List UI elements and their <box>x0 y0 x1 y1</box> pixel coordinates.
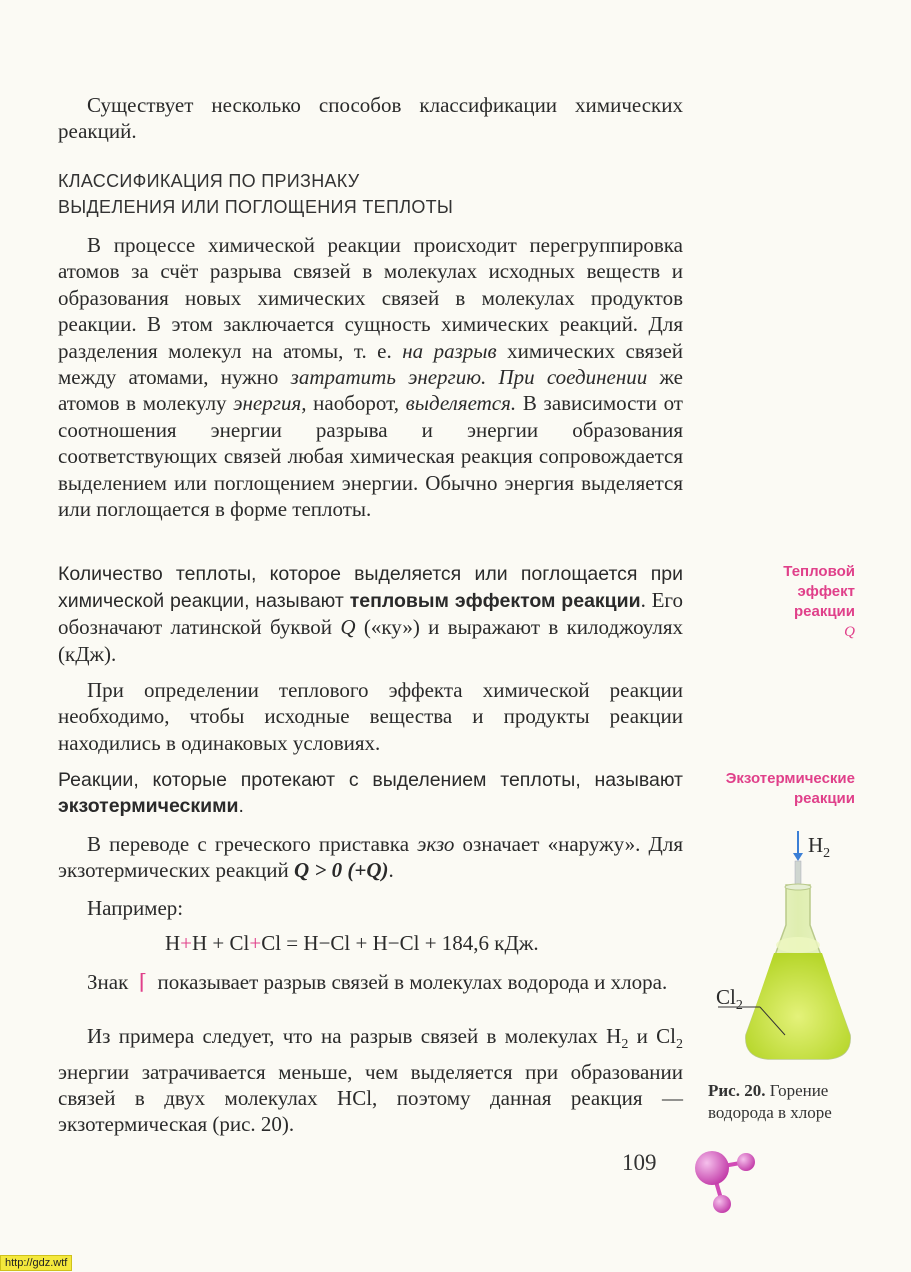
subscript: 2 <box>823 846 831 862</box>
margin-note-line: Тепловой <box>783 563 855 580</box>
paragraph-sign-meaning <box>58 969 683 995</box>
text-run: же атомов в молекулу <box>58 365 683 416</box>
margin-note-line: эффект <box>797 583 855 600</box>
heading-line-1: КЛАССИФИКАЦИЯ ПО ПРИЗНАКУ <box>58 171 360 191</box>
caption-text: Горение водорода в хлоре <box>708 1081 832 1122</box>
text-run: наоборот, <box>306 391 406 416</box>
bond-break-sign-icon: ⌈ <box>138 970 147 994</box>
label-text: Cl <box>716 985 736 1009</box>
equation-part: H + Cl <box>192 931 250 955</box>
flask-rim <box>785 884 811 890</box>
text-run: В переводе с греческого приставка <box>87 832 418 856</box>
h2-label <box>808 832 830 868</box>
italic-run: затратить энергию. При соединении <box>290 365 648 390</box>
text-run: означает «наружу». Для экзотермических реакций <box>58 832 683 883</box>
molecule-icon <box>686 1140 766 1220</box>
margin-note-line: реакции <box>793 603 855 620</box>
reaction-equation <box>165 930 539 956</box>
italic-run: Q <box>340 615 356 639</box>
example-label: Например: <box>87 896 184 920</box>
cl2-label <box>716 984 743 1020</box>
equation-part: Cl = H−Cl + H−Cl + 184,6 кДж. <box>261 931 539 955</box>
paragraph-conditions: При определении теплового эффекта химической реакции необходимо, чтобы исходные вещества и продукты реакции находились в одинаковых условиях. <box>58 678 683 755</box>
flask-illustration <box>700 825 880 1075</box>
label-text: H <box>808 833 824 857</box>
page-number: 109 <box>622 1150 657 1175</box>
text-run: В зависимости от соотношения энергии разрыва и энергии образования соответствующих связей любая химическая реакция сопровождается выделением или поглощением энергии. Обычно энергия выделяется или поглощается в форме теплоты. <box>58 391 683 522</box>
caption-label: Рис. 20. <box>708 1081 766 1100</box>
text-run: . Его обозначают латинской буквой <box>58 588 684 639</box>
text-run: . <box>238 795 244 817</box>
bond-break-mark: + <box>249 931 262 955</box>
chlorine-gas <box>746 953 850 1059</box>
text-run: . <box>388 858 394 883</box>
subscript: 2 <box>735 998 743 1014</box>
bold-term: экзотермическими <box>58 795 239 817</box>
text-run: энергии затрачивается меньше, чем выделяется при образовании связей в двух молекулах HCl, поэтому данная реакция — экзотермическая (рис. 20). <box>58 1059 683 1137</box>
watermark-link[interactable]: http://gdz.wtf <box>0 1255 72 1271</box>
paragraph-conclusion <box>58 1023 683 1138</box>
italic-run: выделяется. <box>405 391 517 416</box>
text-run: Количество теплоты, которое выделяется или поглощается при химической реакции, называют <box>58 563 683 612</box>
text-run: и Cl <box>628 1024 676 1048</box>
text-run: («ку») и выражают в килоджоулях (кДж). <box>58 615 683 666</box>
margin-note-line: Q <box>844 624 855 640</box>
bond-break-mark: + <box>180 931 193 955</box>
flame-glow <box>776 937 820 953</box>
paragraph-bond-energy <box>58 232 683 522</box>
arrow-head-icon <box>793 853 803 861</box>
subscript: 2 <box>621 1037 629 1053</box>
section-heading <box>58 168 453 220</box>
figure-caption <box>708 1080 858 1124</box>
margin-note-exothermic <box>726 769 855 809</box>
paragraph-exo-prefix <box>58 831 683 884</box>
margin-note-line: реакции <box>793 790 855 807</box>
text-run: показывает разрыв связей в молекулах водорода и хлора. <box>157 970 668 994</box>
subscript: 2 <box>676 1037 683 1053</box>
text-run: Из примера следует, что на разрыв связей в молекулах H <box>87 1024 622 1048</box>
text-run: Реакции, которые протекают с выделением теплоты, называют <box>58 769 683 791</box>
definition-heat-effect <box>58 561 683 668</box>
margin-note-line: Экзотермические <box>725 770 855 787</box>
bold-term: тепловым эффектом реакции <box>349 590 641 612</box>
text-run: химических связей между атомами, нужно <box>58 338 684 390</box>
text-run: В процессе химической реакции происходит перегруппировка атомов за счёт разрыва связей в молекулах исходных веществ и образования новых химических связей в молекулах продуктов реакции. В этом заключается сущность химических реакций. Для разделения молекул на атомы, т. е. <box>58 233 683 363</box>
intro-paragraph: Существует несколько способов классификации химических реакций. <box>58 93 683 144</box>
italic-run: на разрыв <box>402 338 497 363</box>
definition-exothermic <box>58 767 683 819</box>
text-run: Знак <box>87 970 129 994</box>
italic-run: экзо <box>417 832 455 856</box>
italic-run: энергия, <box>233 391 307 416</box>
equation-part: H <box>165 931 181 955</box>
bold-term: Q > 0 (+Q) <box>294 858 389 883</box>
margin-note-heat-effect <box>783 562 855 642</box>
heading-line-2: ВЫДЕЛЕНИЯ ИЛИ ПОГЛОЩЕНИЯ ТЕПЛОТЫ <box>58 197 454 217</box>
